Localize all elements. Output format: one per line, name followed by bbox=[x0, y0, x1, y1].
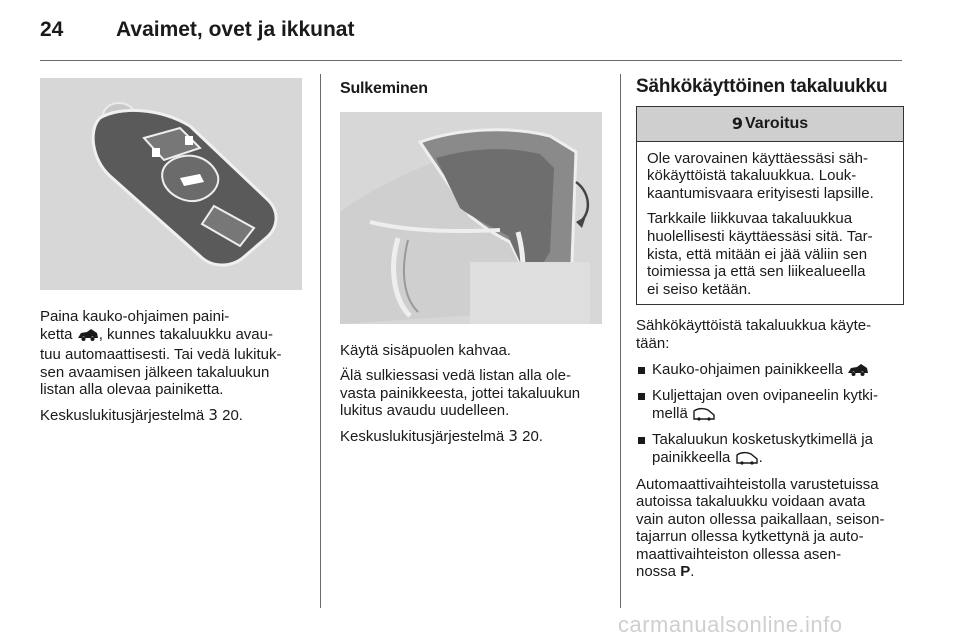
list-item: Takaluukun kosketuskytkimellä ja painikkeella . bbox=[636, 431, 904, 469]
car-trunk-icon bbox=[847, 363, 869, 382]
section-heading-power-tailgate: Sähkökäyttöinen takaluukku bbox=[636, 76, 888, 97]
tailgate-illustration bbox=[340, 112, 602, 324]
column-2 bbox=[340, 78, 606, 454]
car-trunk-icon bbox=[77, 328, 99, 347]
cross-reference[interactable]: Keskuslukitusjärjestelmä 3 20. bbox=[40, 405, 243, 424]
column-3 bbox=[636, 78, 904, 589]
remote-open-paragraph: Paina kauko-ohjaimen paini- ketta , kunnes takaluukku avau- tuu automaattisesti. Tai vedä lukituk- sen avaamisen jälkeen takaluukun listan alla olevaa painiketta. bbox=[40, 308, 282, 399]
car-key-fob-illustration bbox=[40, 78, 302, 290]
reference-arrow-icon: 3 bbox=[208, 405, 218, 424]
warning-header bbox=[637, 107, 903, 142]
warning-triangle-icon: 9 bbox=[731, 113, 743, 133]
page-title: Avaimet, ovet ja ikkunat bbox=[116, 18, 355, 41]
warning-body: Ole varovainen käyttäessäsi säh- kökäyttöistä takaluukkua. Louk- kaantumisvaara erityisesti lapsille. Tarkkaile liikkuvaa takaluukkua huolellisesti käyttäessäsi sitä. Tar- kista, että mitään ei jää väliin sen toimiessa ja että sen liikealueella ei seiso ketään. bbox=[647, 149, 874, 298]
usage-list bbox=[636, 361, 904, 470]
column-divider-1 bbox=[320, 74, 321, 608]
warning-box bbox=[636, 106, 904, 306]
usage-intro: Sähkökäyttöistä takaluukkua käyte- tään: bbox=[636, 317, 872, 352]
automatic-transmission-paragraph: Automaattivaihteistolla varustetuissa autoissa takaluukku voidaan avata vain auton ollessa paikallaan, seison- tajarrun ollessa kytkettynä ja auto- maattivaihteiston ollessa asen- nossa P. bbox=[636, 475, 885, 581]
section-heading-closing: Sulkeminen bbox=[340, 80, 428, 97]
closing-handle-paragraph: Käytä sisäpuolen kahvaa. bbox=[340, 341, 511, 359]
reference-arrow-icon: 3 bbox=[508, 426, 518, 445]
list-item: Kuljettajan oven ovipaneelin kytki- mellä bbox=[636, 387, 904, 425]
column-divider-2 bbox=[620, 74, 621, 608]
warning-title: Varoitus bbox=[745, 114, 809, 132]
list-item: Kauko-ohjaimen painikkeella bbox=[636, 361, 904, 382]
key-fob-figure bbox=[40, 78, 302, 290]
tailgate-switch-icon bbox=[735, 451, 759, 470]
header-rule bbox=[40, 60, 902, 61]
cross-reference[interactable]: Keskuslukitusjärjestelmä 3 20. bbox=[340, 426, 543, 445]
page-number: 24 bbox=[40, 18, 64, 41]
tailgate-figure bbox=[340, 112, 602, 324]
closing-warning-paragraph: Älä sulkiessasi vedä listan alla ole- vasta painikkeesta, jottei takaluukun lukitus avaudu uudelleen. bbox=[340, 367, 581, 420]
column-1 bbox=[40, 78, 306, 433]
watermark: carmanualsonline.info bbox=[618, 612, 843, 637]
tailgate-switch-icon bbox=[692, 407, 716, 426]
